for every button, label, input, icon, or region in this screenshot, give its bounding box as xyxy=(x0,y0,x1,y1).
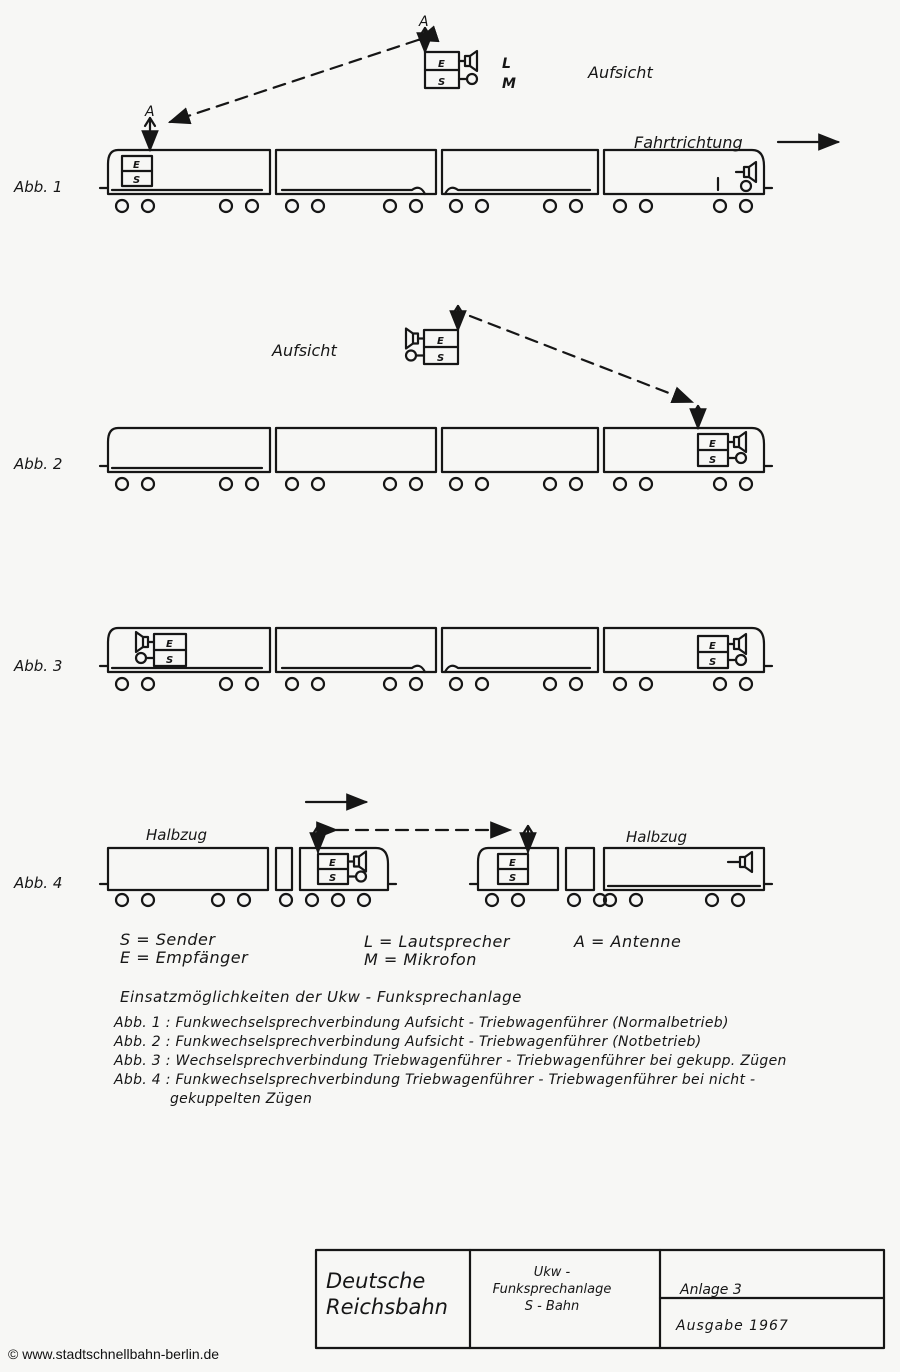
legend-microphone: M = Mikrofon xyxy=(364,950,477,969)
fig3-front-cab-mic-icon xyxy=(136,653,146,663)
fig4-left-bogie-4-wheel-b xyxy=(358,894,370,906)
fig1-train-car-3 xyxy=(442,150,598,194)
fig2-cab-mic-icon xyxy=(736,453,746,463)
fig3-train-bogie-6-wheel-b xyxy=(570,678,582,690)
fig2-train-bogie-2-wheel-a xyxy=(220,478,232,490)
fig4-right-radio-label-e: E xyxy=(509,858,516,869)
fig4-left-bogie-4-wheel-a xyxy=(332,894,344,906)
fig2-train-bogie-5-wheel-a xyxy=(450,478,462,490)
fig2-train-bogie-4-wheel-a xyxy=(384,478,396,490)
fig1-train-bogie-8-wheel-a xyxy=(714,200,726,212)
fig1-train-bogie-5-wheel-b xyxy=(476,200,488,212)
fig3-rear-cab-label-e: E xyxy=(709,641,716,652)
fig1-train-bogie-6-wheel-b xyxy=(570,200,582,212)
uses-heading: Einsatzmöglichkeiten der Ukw - Funksprechanlage xyxy=(120,988,522,1006)
fig3-front-cab-speaker-icon xyxy=(143,637,148,647)
fig1-station-label-s: S xyxy=(438,77,446,88)
fig1-radio-link xyxy=(170,40,418,122)
fig1-speaker-letter: L xyxy=(502,56,511,72)
fig1-train-antenna-letter: A xyxy=(145,104,155,120)
fig1-train-bogie-2-wheel-a xyxy=(220,200,232,212)
fig2-train-bogie-3-wheel-a xyxy=(286,478,298,490)
subject-line-3: S - Bahn xyxy=(524,1299,580,1314)
fig1-rear-mic-icon xyxy=(741,181,751,191)
fig4-left-radio-label-e: E xyxy=(329,858,336,869)
fig2-control-station-label: Aufsicht xyxy=(272,341,337,360)
uses-list xyxy=(114,1014,787,1109)
fig2-train-car-4 xyxy=(604,428,764,472)
fig3-front-cab-label-e: E xyxy=(166,639,173,650)
fig4-right-radio-label-s: S xyxy=(509,873,517,884)
fig2-cab-label-e: E xyxy=(709,439,716,450)
fig3-train-bogie-4-wheel-b xyxy=(410,678,422,690)
fig4-left-bogie-1-wheel-b xyxy=(142,894,154,906)
fig4-left-radio-label-s: S xyxy=(329,873,337,884)
fig2-train-bogie-2-wheel-b xyxy=(246,478,258,490)
fig2-radio-link xyxy=(470,316,692,402)
fig2-train-bogie-4-wheel-b xyxy=(410,478,422,490)
fig4-left-radio-speaker-icon xyxy=(354,857,359,867)
fig2-train-bogie-1-wheel-b xyxy=(142,478,154,490)
fig3-train-car-3 xyxy=(442,628,598,672)
subject-line-2: Funksprechanlage xyxy=(492,1282,612,1297)
legend-receiver: E = Empfänger xyxy=(120,948,249,967)
fig4-left-car-2-stub xyxy=(276,848,292,890)
fig4-right-car-2-stub xyxy=(566,848,594,890)
copyright-footer: © www.stadtschnellbahn-berlin.de xyxy=(8,1346,220,1362)
fig3-train-bogie-5-wheel-a xyxy=(450,678,462,690)
title-block-subject xyxy=(472,1264,632,1315)
fig1-direction-label: Fahrtrichtung xyxy=(634,133,743,152)
fig1-cab-label-e: E xyxy=(133,160,140,171)
fig1-train-bogie-3-wheel-a xyxy=(286,200,298,212)
org-line-1: Deutsche xyxy=(326,1269,426,1293)
fig4-left-bogie-2-wheel-b xyxy=(238,894,250,906)
fig2-cab-speaker-icon xyxy=(734,437,739,447)
figure-label-2: Abb. 2 xyxy=(14,455,63,473)
fig1-train-bogie-8-wheel-b xyxy=(740,200,752,212)
fig3-train-bogie-7-wheel-a xyxy=(614,678,626,690)
fig1-train-bogie-7-wheel-b xyxy=(640,200,652,212)
title-block-org xyxy=(326,1268,448,1320)
fig2-train-bogie-3-wheel-b xyxy=(312,478,324,490)
title-block-annex: Anlage 3 xyxy=(680,1282,742,1298)
fig4-left-radio-mic-icon xyxy=(356,872,366,882)
fig2-station-speaker-icon xyxy=(413,334,418,344)
fig3-front-cab-label-s: S xyxy=(166,655,174,666)
fig3-train-bogie-3-wheel-b xyxy=(312,678,324,690)
legend-speaker: L = Lautsprecher xyxy=(364,932,510,951)
fig3-train-bogie-6-wheel-a xyxy=(544,678,556,690)
fig1-mic-letter: M xyxy=(502,76,516,92)
fig2-train-bogie-8-wheel-b xyxy=(740,478,752,490)
fig4-half-train-label-left: Halbzug xyxy=(146,826,208,844)
fig4-right-bogie-2-wheel-a xyxy=(568,894,580,906)
fig2-station-label-e: E xyxy=(437,336,444,347)
fig4-right-bogie-4-wheel-a xyxy=(706,894,718,906)
fig2-cab-label-s: S xyxy=(709,455,717,466)
fig3-train-bogie-1-wheel-a xyxy=(116,678,128,690)
fig2-station-mic-icon xyxy=(406,351,416,361)
fig2-train-bogie-5-wheel-b xyxy=(476,478,488,490)
fig3-train-car-2 xyxy=(276,628,436,672)
figure-label-4: Abb. 4 xyxy=(14,874,63,892)
fig4-right-car-1 xyxy=(604,848,764,890)
fig1-station-mic-icon xyxy=(467,74,477,84)
fig3-train-bogie-8-wheel-b xyxy=(740,678,752,690)
fig4-right-bogie-1-wheel-b xyxy=(512,894,524,906)
fig1-train-bogie-6-wheel-a xyxy=(544,200,556,212)
fig3-train-bogie-5-wheel-b xyxy=(476,678,488,690)
fig2-train-car-3 xyxy=(442,428,598,472)
fig1-train-bogie-4-wheel-b xyxy=(410,200,422,212)
fig4-half-train-label-right: Halbzug xyxy=(626,828,688,846)
use-item-1: Abb. 1 : Funkwechselsprechverbindung Aufsicht - Triebwagenführer (Normalbetrieb) xyxy=(114,1015,729,1031)
title-block-edition: Ausgabe 1967 xyxy=(676,1318,789,1334)
fig4-left-bogie-2-wheel-a xyxy=(212,894,224,906)
fig2-train-bogie-6-wheel-a xyxy=(544,478,556,490)
fig1-control-station-label: Aufsicht xyxy=(588,63,653,82)
fig4-right-bogie-3-wheel-b xyxy=(630,894,642,906)
use-item-4-continuation: gekuppelten Zügen xyxy=(170,1091,313,1107)
fig1-rear-speaker-icon xyxy=(744,167,749,177)
figure-label-1: Abb. 1 xyxy=(14,178,63,196)
fig3-train-bogie-2-wheel-a xyxy=(220,678,232,690)
fig1-train-bogie-2-wheel-b xyxy=(246,200,258,212)
fig4-right-bogie-1-wheel-a xyxy=(486,894,498,906)
fig1-station-speaker-icon xyxy=(465,56,470,66)
fig1-train-bogie-5-wheel-a xyxy=(450,200,462,212)
use-item-3: Abb. 3 : Wechselsprechverbindung Triebwagenführer - Triebwagenführer bei gekupp. Zügen xyxy=(114,1053,787,1069)
fig3-rear-cab-mic-icon xyxy=(736,655,746,665)
fig4-left-bogie-1-wheel-a xyxy=(116,894,128,906)
fig2-station-label-s: S xyxy=(437,353,445,364)
legend-antenna: A = Antenne xyxy=(574,932,682,951)
fig3-train-bogie-4-wheel-a xyxy=(384,678,396,690)
fig3-train-bogie-1-wheel-b xyxy=(142,678,154,690)
fig2-train-bogie-1-wheel-a xyxy=(116,478,128,490)
fig1-train-bogie-1-wheel-a xyxy=(116,200,128,212)
use-item-4: Abb. 4 : Funkwechselsprechverbindung Triebwagenführer - Triebwagenführer bei nicht - xyxy=(114,1072,756,1088)
fig1-train-bogie-1-wheel-b xyxy=(142,200,154,212)
org-line-2: Reichsbahn xyxy=(326,1295,448,1319)
fig1-station-label-e: E xyxy=(438,59,445,70)
fig4-left-bogie-3-wheel-a xyxy=(280,894,292,906)
fig2-train-bogie-6-wheel-b xyxy=(570,478,582,490)
fig2-train-bogie-7-wheel-b xyxy=(640,478,652,490)
fig1-train-car-2 xyxy=(276,150,436,194)
fig2-train-car-2 xyxy=(276,428,436,472)
fig4-left-car-1 xyxy=(108,848,268,890)
fig2-train-bogie-7-wheel-a xyxy=(614,478,626,490)
fig1-cab-label-s: S xyxy=(133,175,141,186)
fig2-train-car-1 xyxy=(108,428,270,472)
fig3-train-bogie-7-wheel-b xyxy=(640,678,652,690)
fig3-train-bogie-3-wheel-a xyxy=(286,678,298,690)
fig3-train-bogie-2-wheel-b xyxy=(246,678,258,690)
fig1-train-bogie-4-wheel-a xyxy=(384,200,396,212)
fig4-right-bogie-4-wheel-b xyxy=(732,894,744,906)
legend-sender: S = Sender xyxy=(120,930,216,949)
subject-line-1: Ukw - xyxy=(533,1265,571,1280)
fig3-rear-cab-speaker-icon xyxy=(734,639,739,649)
use-item-2: Abb. 2 : Funkwechselsprechverbindung Aufsicht - Triebwagenführer (Notbetrieb) xyxy=(114,1034,702,1050)
fig1-train-bogie-7-wheel-a xyxy=(614,200,626,212)
figure-label-3: Abb. 3 xyxy=(14,657,63,675)
fig2-train-bogie-8-wheel-a xyxy=(714,478,726,490)
fig1-train-bogie-3-wheel-b xyxy=(312,200,324,212)
fig4-left-bogie-3-wheel-b xyxy=(306,894,318,906)
fig3-train-bogie-8-wheel-a xyxy=(714,678,726,690)
fig3-train-car-1 xyxy=(108,628,270,672)
fig3-rear-cab-label-s: S xyxy=(709,657,717,668)
fig1-station-antenna-letter: A xyxy=(419,14,429,30)
